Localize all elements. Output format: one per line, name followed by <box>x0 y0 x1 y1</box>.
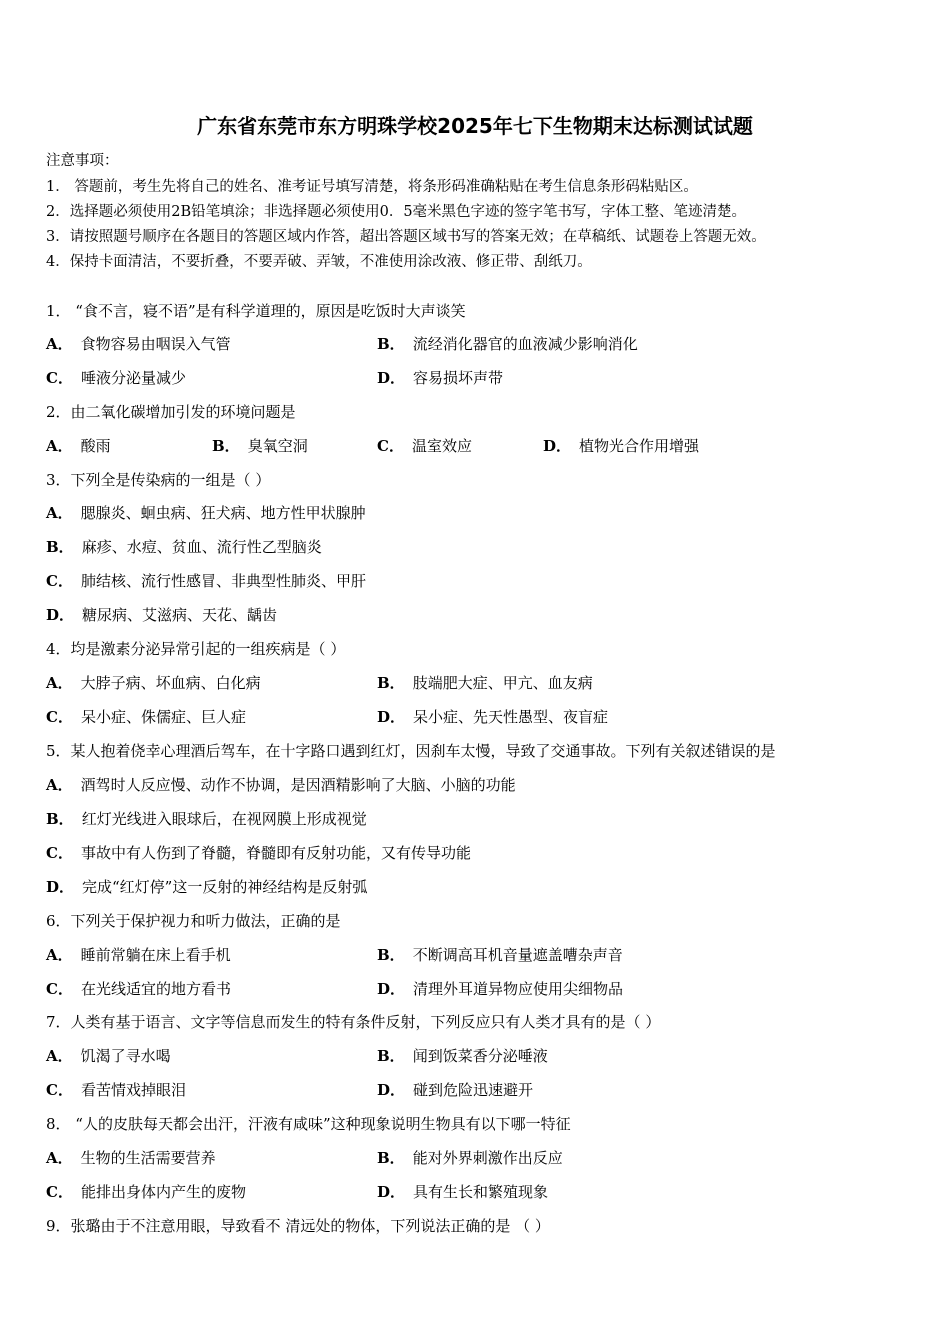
option-c <box>46 707 246 727</box>
option-letter: D． <box>543 437 572 455</box>
option-a <box>46 775 516 795</box>
option-letter: D． <box>377 1081 406 1099</box>
option-c <box>46 1182 246 1202</box>
note-item: 4．保持卡面清洁，不要折叠，不要弄破、弄皱，不准使用涂改液、修正带、刮纸刀。 <box>46 254 592 270</box>
option-b <box>377 334 638 354</box>
option-d <box>377 368 503 388</box>
option-text: 麻疹、水痘、贫血、流行性乙型脑炎 <box>81 538 322 556</box>
option-d <box>543 436 699 456</box>
option-text: 完成“红灯停”这一反射的神经结构是反射弧 <box>82 878 368 896</box>
option-letter: C． <box>46 369 73 387</box>
option-text: 饥渴了寻水喝 <box>80 1047 171 1065</box>
option-letter: D． <box>377 1183 406 1201</box>
question-stem: 7．人类有基于语言、文字等信息而发生的特有条件反射，下列反应只有人类才具有的是（ ） <box>46 1013 661 1031</box>
option-text: 事故中有人伤到了脊髓，脊髓即有反射功能，又有传导功能 <box>80 844 471 862</box>
question-stem: 9．张璐由于不注意用眼，导致看不 清远处的物体，下列说法正确的是 （ ） <box>46 1217 550 1235</box>
option-letter: A． <box>46 1047 73 1065</box>
question-stem: 5．某人抱着侥幸心理酒后驾车，在十字路口遇到红灯，因刹车太慢，导致了交通事故。下列有关叙述错误的是 <box>46 742 776 760</box>
option-text: 具有生长和繁殖现象 <box>413 1183 549 1201</box>
option-letter: C． <box>46 1081 73 1099</box>
question-stem: 8． “人的皮肤每天都会出汗，汗液有咸味”这种现象说明生物具有以下哪一特征 <box>46 1115 571 1133</box>
question-stem: 1． “食不言，寝不语”是有科学道理的，原因是吃饭时大声谈笑 <box>46 302 466 320</box>
option-c <box>46 368 186 388</box>
option-text: 红灯光线进入眼球后，在视网膜上形成视觉 <box>81 810 367 828</box>
option-letter: D． <box>46 606 75 624</box>
option-letter: A． <box>46 504 73 522</box>
option-a <box>46 503 366 523</box>
question-stem: 6．下列关于保护视力和听力做法，正确的是 <box>46 912 341 930</box>
option-text: 酸雨 <box>80 437 111 455</box>
question-stem: 4．均是激素分泌异常引起的一组疾病是（ ） <box>46 640 346 658</box>
option-a <box>46 334 231 354</box>
option-c <box>46 979 231 999</box>
option-letter: B． <box>212 437 240 455</box>
option-d <box>46 605 277 625</box>
option-text: 肺结核、流行性感冒、非典型性肺炎、甲肝 <box>80 572 366 590</box>
option-b <box>212 436 308 456</box>
option-letter: B． <box>46 810 74 828</box>
note-item: 1． 答题前，考生先将自己的姓名、准考证号填写清楚，将条形码准确粘贴在考生信息条形码粘贴区。 <box>46 179 698 195</box>
option-text: 能排出身体内产生的废物 <box>80 1183 246 1201</box>
option-letter: A． <box>46 946 73 964</box>
question-stem: 3．下列全是传染病的一组是（ ） <box>46 471 271 489</box>
option-text: 生物的生活需要营养 <box>80 1149 216 1167</box>
option-letter: C． <box>46 1183 73 1201</box>
option-text: 唾液分泌量减少 <box>80 369 186 387</box>
option-a <box>46 945 231 965</box>
option-letter: D． <box>377 369 406 387</box>
option-letter: D． <box>46 878 75 896</box>
option-a <box>46 1046 171 1066</box>
option-a <box>46 436 111 456</box>
option-text: 肢端肥大症、甲亢、血友病 <box>412 674 593 692</box>
option-d <box>377 707 608 727</box>
option-a <box>46 1148 216 1168</box>
option-text: 酒驾时人反应慢、动作不协调，是因酒精影响了大脑、小脑的功能 <box>80 776 516 794</box>
option-letter: B． <box>377 335 405 353</box>
option-text: 清理外耳道异物应使用尖细物品 <box>413 980 624 998</box>
option-text: 看苦情戏掉眼泪 <box>80 1081 186 1099</box>
option-c <box>46 843 471 863</box>
option-letter: C． <box>46 708 73 726</box>
option-letter: C． <box>46 844 73 862</box>
option-text: 在光线适宜的地方看书 <box>80 980 231 998</box>
option-letter: C． <box>46 572 73 590</box>
option-d <box>377 1080 533 1100</box>
option-text: 食物容易由咽误入气管 <box>80 335 231 353</box>
option-text: 温室效应 <box>411 437 472 455</box>
notes-heading: 注意事项： <box>46 153 119 169</box>
note-item: 2．选择题必须使用2B铅笔填涂；非选择题必须使用0．5毫米黑色字迹的签字笔书写，字体工整、笔迹清楚。 <box>46 204 747 220</box>
question-stem: 2．由二氧化碳增加引发的环境问题是 <box>46 403 296 421</box>
option-b <box>377 945 623 965</box>
option-letter: C． <box>46 980 73 998</box>
option-c <box>46 571 366 591</box>
option-b <box>377 1148 563 1168</box>
option-letter: B． <box>46 538 74 556</box>
option-text: 睡前常躺在床上看手机 <box>80 946 231 964</box>
option-text: 糖尿病、艾滋病、天花、龋齿 <box>82 606 278 624</box>
option-b <box>46 537 322 557</box>
option-a <box>46 673 261 693</box>
option-b <box>377 1046 548 1066</box>
option-letter: D． <box>377 708 406 726</box>
option-letter: C． <box>377 437 404 455</box>
option-text: 闻到饭菜香分泌唾液 <box>412 1047 548 1065</box>
option-text: 大脖子病、坏血病、白化病 <box>80 674 261 692</box>
option-letter: D． <box>377 980 406 998</box>
option-b <box>46 809 367 829</box>
option-letter: B． <box>377 674 405 692</box>
option-text: 呆小症、先天性愚型、夜盲症 <box>413 708 609 726</box>
option-c <box>377 436 472 456</box>
option-letter: B． <box>377 946 405 964</box>
option-b <box>377 673 593 693</box>
option-text: 碰到危险迅速避开 <box>413 1081 534 1099</box>
option-letter: A． <box>46 437 73 455</box>
option-text: 流经消化器官的血液减少影响消化 <box>412 335 638 353</box>
option-letter: A． <box>46 776 73 794</box>
option-d <box>377 979 623 999</box>
option-letter: A． <box>46 335 73 353</box>
option-text: 呆小症、侏儒症、巨人症 <box>80 708 246 726</box>
option-letter: B． <box>377 1047 405 1065</box>
page-title: 广东省东莞市东方明珠学校2025年七下生物期末达标测试试题 <box>197 114 753 138</box>
note-item: 3．请按照题号顺序在各题目的答题区域内作答，超出答题区域书写的答案无效；在草稿纸、试题卷上答题无效。 <box>46 229 766 245</box>
option-letter: A． <box>46 1149 73 1167</box>
option-text: 能对外界刺激作出反应 <box>412 1149 563 1167</box>
option-text: 容易损坏声带 <box>413 369 504 387</box>
option-d <box>377 1182 548 1202</box>
option-letter: A． <box>46 674 73 692</box>
option-text: 腮腺炎、蛔虫病、狂犬病、地方性甲状腺肿 <box>80 504 366 522</box>
option-d <box>46 877 367 897</box>
option-text: 植物光合作用增强 <box>579 437 700 455</box>
option-text: 不断调高耳机音量遮盖嘈杂声音 <box>412 946 623 964</box>
option-text: 臭氧空洞 <box>247 437 308 455</box>
option-letter: B． <box>377 1149 405 1167</box>
option-c <box>46 1080 186 1100</box>
